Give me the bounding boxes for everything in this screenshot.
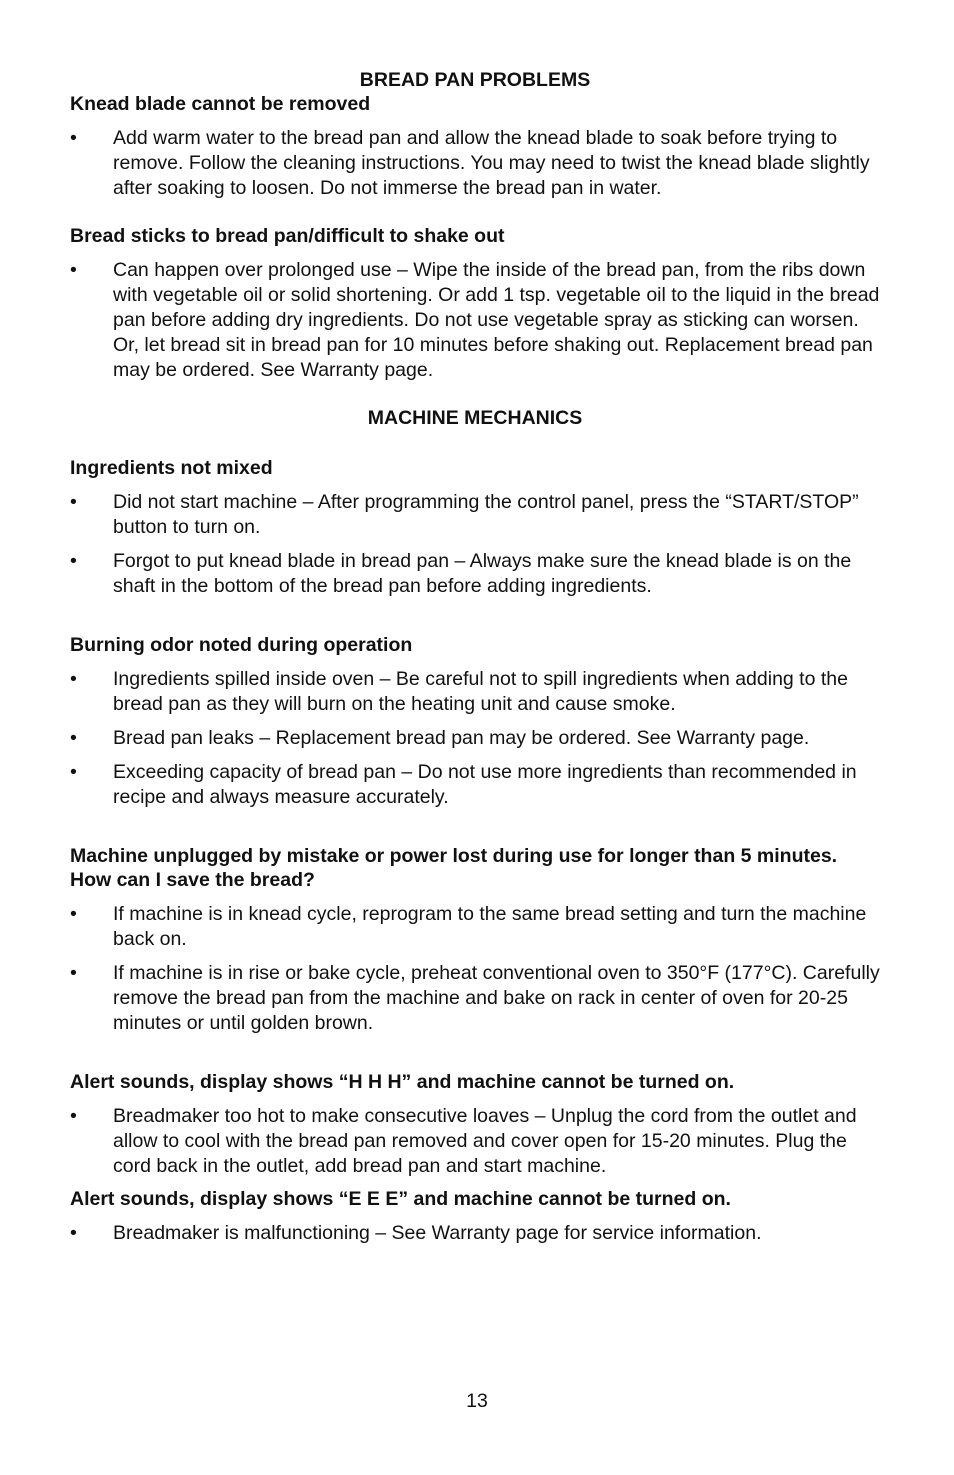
list-item bbox=[70, 726, 880, 751]
bullet-icon: • bbox=[70, 127, 77, 149]
heading-alert-eee: Alert sounds, display shows “E E E” and machine cannot be turned on. bbox=[70, 1188, 731, 1210]
item-text: Can happen over prolonged use – Wipe the inside of the bread pan, from the ribs down with vegetable oil or solid shortening. Or add 1 tsp. vegetable oil to the liquid in the bread pan before adding dry ingredients. Do not use vegetable spray as sticking can worsen. Or, let bread sit in bread pan for 10 minutes before shaking out. Replacement bread pan may be ordered. See Warranty page. bbox=[113, 259, 880, 381]
list-item bbox=[70, 760, 880, 810]
heading-alert-hhh: Alert sounds, display shows “H H H” and machine cannot be turned on. bbox=[70, 1071, 735, 1093]
item-text: Forgot to put knead blade in bread pan – Always make sure the knead blade is on the shaft in the bottom of the bread pan before adding ingredients. bbox=[113, 550, 852, 597]
troubleshooting-page bbox=[70, 68, 880, 1246]
bullet-icon: • bbox=[70, 761, 77, 783]
section-title-machine-mechanics: MACHINE MECHANICS bbox=[367, 407, 583, 429]
heading-machine-unplugged: Machine unplugged by mistake or power lost during use for longer than 5 minutes. How can I save the bread? bbox=[70, 845, 838, 891]
list-item bbox=[70, 902, 880, 952]
item-text: Breadmaker is malfunctioning – See Warranty page for service information. bbox=[113, 1222, 762, 1244]
item-text: Ingredients spilled inside oven – Be careful not to spill ingredients when adding to the bread pan as they will burn on the heating unit and cause smoke. bbox=[113, 668, 848, 715]
page-number: 13 bbox=[466, 1390, 488, 1412]
list-item bbox=[70, 490, 880, 540]
bullet-icon: • bbox=[70, 962, 77, 984]
bullet-icon: • bbox=[70, 550, 77, 572]
heading-ingredients-not-mixed: Ingredients not mixed bbox=[70, 457, 273, 479]
list-item bbox=[70, 667, 880, 717]
list-item bbox=[70, 549, 880, 599]
item-text: Bread pan leaks – Replacement bread pan may be ordered. See Warranty page. bbox=[113, 727, 810, 749]
list-item bbox=[70, 961, 880, 1036]
bullet-icon: • bbox=[70, 491, 77, 513]
heading-bread-sticks: Bread sticks to bread pan/difficult to shake out bbox=[70, 225, 505, 247]
bullet-icon: • bbox=[70, 259, 77, 281]
item-text: Did not start machine – After programming the control panel, press the “START/STOP” button to turn on. bbox=[113, 491, 859, 538]
list-item bbox=[70, 258, 880, 383]
heading-knead-blade: Knead blade cannot be removed bbox=[70, 93, 371, 115]
heading-burning-odor: Burning odor noted during operation bbox=[70, 634, 413, 656]
bullet-icon: • bbox=[70, 668, 77, 690]
item-text: Add warm water to the bread pan and allow the knead blade to soak before trying to remove. Follow the cleaning instructions. You may need to twist the knead blade slightly after soaking to loosen. Do not immerse the bread pan in water. bbox=[113, 127, 870, 199]
section-title-bread-pan-problems: BREAD PAN PROBLEMS bbox=[359, 69, 591, 91]
bullet-icon: • bbox=[70, 903, 77, 925]
item-text: If machine is in rise or bake cycle, preheat conventional oven to 350°F (177°C). Carefully remove the bread pan from the machine and bake on rack in center of oven for 20-25 minutes or until golden brown. bbox=[113, 962, 880, 1034]
list-item bbox=[70, 1221, 880, 1246]
bullet-icon: • bbox=[70, 727, 77, 749]
item-text: Exceeding capacity of bread pan – Do not use more ingredients than recommended in recipe and always measure accurately. bbox=[113, 761, 857, 808]
list-item bbox=[70, 1104, 880, 1179]
item-text: If machine is in knead cycle, reprogram to the same bread setting and turn the machine back on. bbox=[113, 903, 867, 950]
item-text: Breadmaker too hot to make consecutive loaves – Unplug the cord from the outlet and allow to cool with the bread pan removed and cover open for 15-20 minutes. Plug the cord back in the outlet, add bread pan and start machine. bbox=[113, 1105, 857, 1177]
bullet-icon: • bbox=[70, 1105, 77, 1127]
list-item bbox=[70, 126, 880, 201]
bullet-icon: • bbox=[70, 1222, 77, 1244]
